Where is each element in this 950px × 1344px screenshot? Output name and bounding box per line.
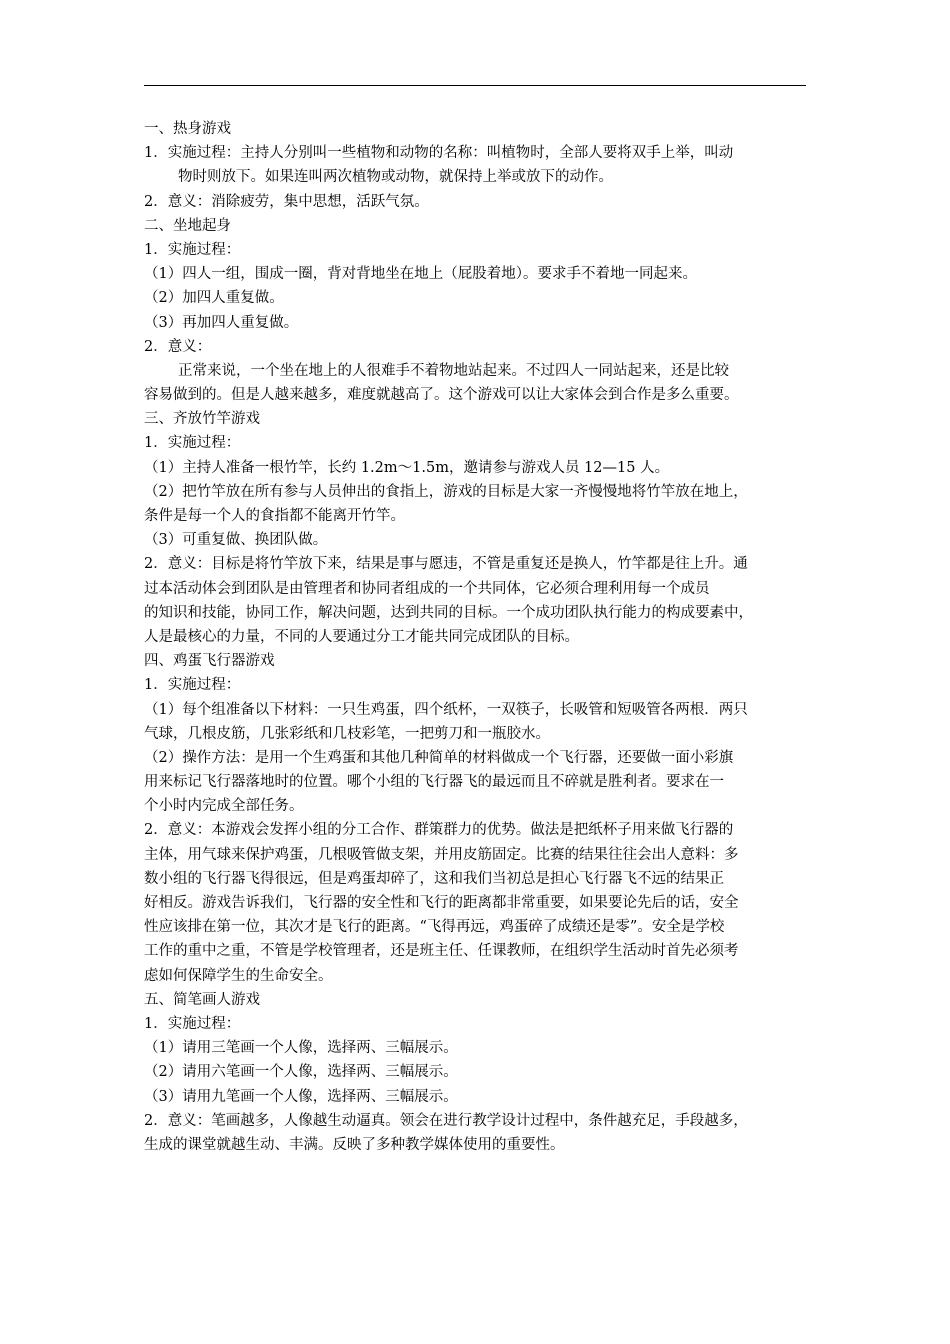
text-line: 2．意义：目标是将竹竿放下来，结果是事与愿违，不管是重复还是换人，竹竿都是往上升。通 <box>144 556 748 573</box>
text-line: 五、简笔画人游戏 <box>144 991 260 1008</box>
text-line: 的知识和技能，协同工作，解决问题，达到共同的目标。一个成功团队执行能力的构成要素中， <box>144 604 753 621</box>
text-line: 2．意义：笔画越多，人像越生动逼真。领会在进行教学设计过程中，条件越充足，手段越多， <box>144 1112 748 1129</box>
text-line: （3）可重复做、换团队做。 <box>144 532 328 549</box>
text-line: 物时则放下。如果连叫两次植物或动物，就保持上举或放下的动作。 <box>178 169 613 186</box>
text-line: 1．实施过程： <box>144 435 241 452</box>
text-line: 个小时内完成全部任务。 <box>144 798 304 815</box>
text-line: 2．意义： <box>144 338 212 355</box>
text-line: （1）请用三笔画一个人像，选择两、三幅展示。 <box>144 1040 458 1057</box>
text-line: 二、坐地起身 <box>144 217 231 234</box>
text-line: （2）把竹竿放在所有参与人员伸出的食指上，游戏的目标是大家一齐慢慢地将竹竿放在地上， <box>144 483 748 500</box>
text-line: （1）每个组准备以下材料：一只生鸡蛋，四个纸杯，一双筷子，长吸管和短吸管各两根．两只 <box>144 701 748 718</box>
text-line: 性应该排在第一位，其次才是飞行的距离。“飞得再远，鸡蛋碎了成绩还是零”。安全是学校 <box>144 919 725 936</box>
text-line: 工作的重中之重，不管是学校管理者，还是班主任、任课教师，在组织学生活动时首先必须考 <box>144 943 739 960</box>
text-line: 2．意义：本游戏会发挥小组的分工合作、群策群力的优势。做法是把纸杯子用来做飞行器的 <box>144 822 734 839</box>
text-line: 1．实施过程： <box>144 677 241 694</box>
text-line: 用来标记飞行器落地时的位置。哪个小组的飞行器飞的最远而且不碎就是胜利者。要求在一 <box>144 774 724 791</box>
text-line: 条件是每一个人的食指都不能离开竹竿。 <box>144 508 405 524</box>
text-line: 1．实施过程： <box>144 241 241 258</box>
text-line: 人是最核心的力量，不同的人要通过分工才能共同完成团队的目标。 <box>144 628 579 645</box>
text-line: 一、热身游戏 <box>144 121 231 137</box>
text-line: 过本活动体会到团队是由管理者和协同者组成的一个共同体，它必须合理利用每一个成员 <box>144 580 710 597</box>
text-line: （2）加四人重复做。 <box>144 290 284 307</box>
text-line: （2）操作方法：是用一个生鸡蛋和其他几种简单的材料做成一个飞行器，还要做一面小彩旗 <box>144 749 734 766</box>
text-line: 气球，几根皮筋，几张彩纸和几枝彩笔，一把剪刀和一瓶胶水。 <box>144 725 550 742</box>
text-line: （1）四人一组，围成一圈，背对背地坐在地上（屁股着地）。要求手不着地一同起来。 <box>144 266 697 283</box>
text-line: 生成的课堂就越生动、丰满。反映了多种教学媒体使用的重要性。 <box>144 1136 565 1153</box>
header-rule <box>144 85 806 86</box>
text-line: 数小组的飞行器飞得很远，但是鸡蛋却碎了，这和我们当初总是担心飞行器飞不远的结果正 <box>144 870 724 887</box>
text-line: 四、鸡蛋飞行器游戏 <box>144 653 275 670</box>
text-line: （3）再加四人重复做。 <box>144 314 299 331</box>
text-line: 正常来说，一个坐在地上的人很难手不着物地站起来。不过四人一同站起来，还是比较 <box>178 362 729 379</box>
text-line: 虑如何保障学生的生命安全。 <box>144 967 333 984</box>
text-line: 2．意义：消除疲劳，集中思想，活跃气氛。 <box>144 193 429 210</box>
text-line: 1．实施过程： <box>144 1015 241 1032</box>
text-line: （2）请用六笔画一个人像，选择两、三幅展示。 <box>144 1064 458 1081</box>
document-body <box>144 117 809 1157</box>
text-line: 主体，用气球来保护鸡蛋，几根吸管做支架，并用皮筋固定。比赛的结果往往会出人意料：多 <box>144 846 739 863</box>
text-line: 1．实施过程：主持人分别叫一些植物和动物的名称：叫植物时，全部人要将双手上举，叫动 <box>144 145 734 162</box>
text-line: 好相反。游戏告诉我们，飞行器的安全性和飞行的距离都非常重要，如果要论先后的话，安全 <box>144 895 739 911</box>
text-line: （1）主持人准备一根竹竿，长约 1.2m～1.5m，邀请参与游戏人员 12—15 人。 <box>144 459 670 476</box>
text-line: 三、齐放竹竿游戏 <box>144 411 260 428</box>
text-line: 容易做到的。但是人越来越多，难度就越高了。这个游戏可以让大家体会到合作是多么重要。 <box>144 387 739 404</box>
text-line: （3）请用九笔画一个人像，选择两、三幅展示。 <box>144 1088 458 1105</box>
